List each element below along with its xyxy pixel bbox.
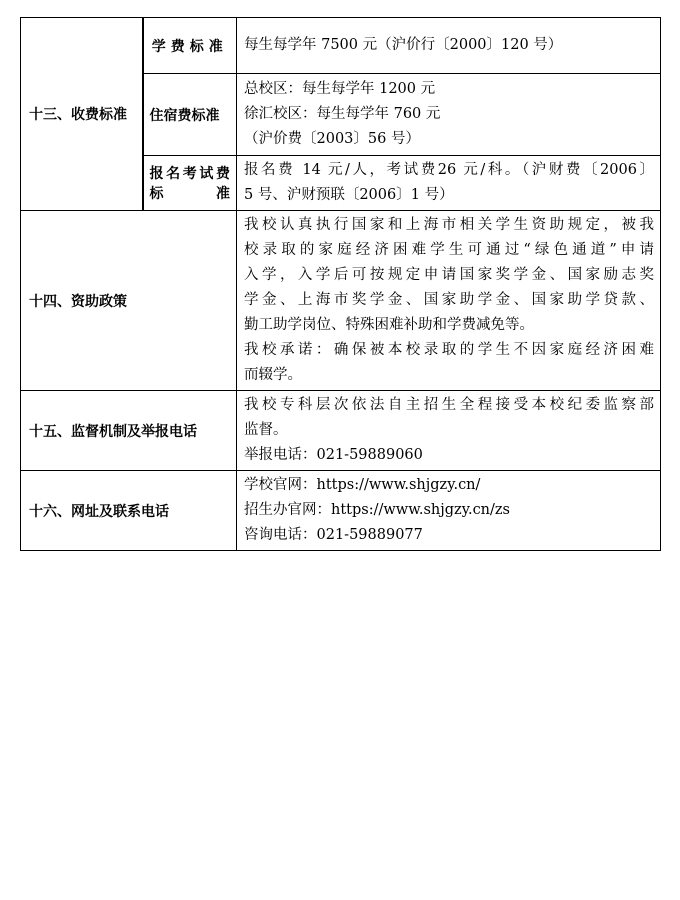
aid-line: 学金、上海市奖学金、国家助学金、国家助学贷款、	[244, 292, 654, 308]
exam-fee-label	[143, 156, 237, 211]
exam-fee-label-line: 报名考试费	[149, 166, 230, 182]
exam-fee-line: 5 号、沪财预联〔2006〕1 号）	[244, 187, 454, 203]
tuition-text: 每生每学年 7500 元（沪价行〔2000〕120 号）	[244, 37, 563, 53]
section-title-aid: 十四、资助政策	[21, 211, 237, 391]
lodging-label: 住宿费标准	[143, 74, 237, 156]
supervision-row	[21, 391, 661, 471]
inquiry-phone: 咨询电话：021-59889077	[244, 527, 423, 543]
admissions-info-table	[20, 17, 661, 551]
admissions-website: 招生办官网：https://www.shjgzy.cn/zs	[244, 502, 510, 518]
exam-fee-label-line: 标 准	[149, 186, 230, 202]
exam-fee-content	[237, 156, 661, 211]
supervision-line: 监督。	[244, 422, 288, 438]
contact-row	[21, 471, 661, 551]
aid-line: 而辍学。	[244, 367, 302, 383]
supervision-content	[237, 391, 661, 471]
aid-line: 入学，入学后可按规定申请国家奖学金、国家励志奖	[244, 267, 654, 283]
school-website: 学校官网：https://www.shjgzy.cn/	[244, 477, 481, 493]
lodging-line: 徐汇校区：每生每学年 760 元	[244, 106, 441, 122]
aid-line: 勤工助学岗位、特殊困难补助和学费减免等。	[244, 317, 534, 333]
aid-content	[237, 211, 661, 391]
supervision-line: 我校专科层次依法自主招生全程接受本校纪委监察部	[244, 397, 654, 413]
lodging-line: （沪价费〔2003〕56 号）	[244, 131, 420, 147]
tuition-label: 学费标准	[143, 18, 237, 74]
exam-fee-line: 报名费 14 元/人，考试费26 元/科。（沪财费〔2006〕	[244, 162, 654, 178]
report-phone: 举报电话：021-59889060	[244, 447, 423, 463]
section-title-fees: 十三、收费标准	[21, 18, 143, 211]
section-title-supervision: 十五、监督机制及举报电话	[21, 391, 237, 471]
aid-line: 我校认真执行国家和上海市相关学生资助规定，被我	[244, 217, 654, 233]
section-title-contact: 十六、网址及联系电话	[21, 471, 237, 551]
contact-content	[237, 471, 661, 551]
aid-line: 我校承诺：确保被本校录取的学生不因家庭经济困难	[244, 342, 654, 358]
tuition-row	[21, 18, 661, 74]
tuition-content	[237, 18, 661, 74]
lodging-content	[237, 74, 661, 156]
aid-row	[21, 211, 661, 391]
lodging-line: 总校区：每生每学年 1200 元	[244, 81, 436, 97]
aid-line: 校录取的家庭经济困难学生可通过“绿色通道”申请	[244, 242, 654, 258]
